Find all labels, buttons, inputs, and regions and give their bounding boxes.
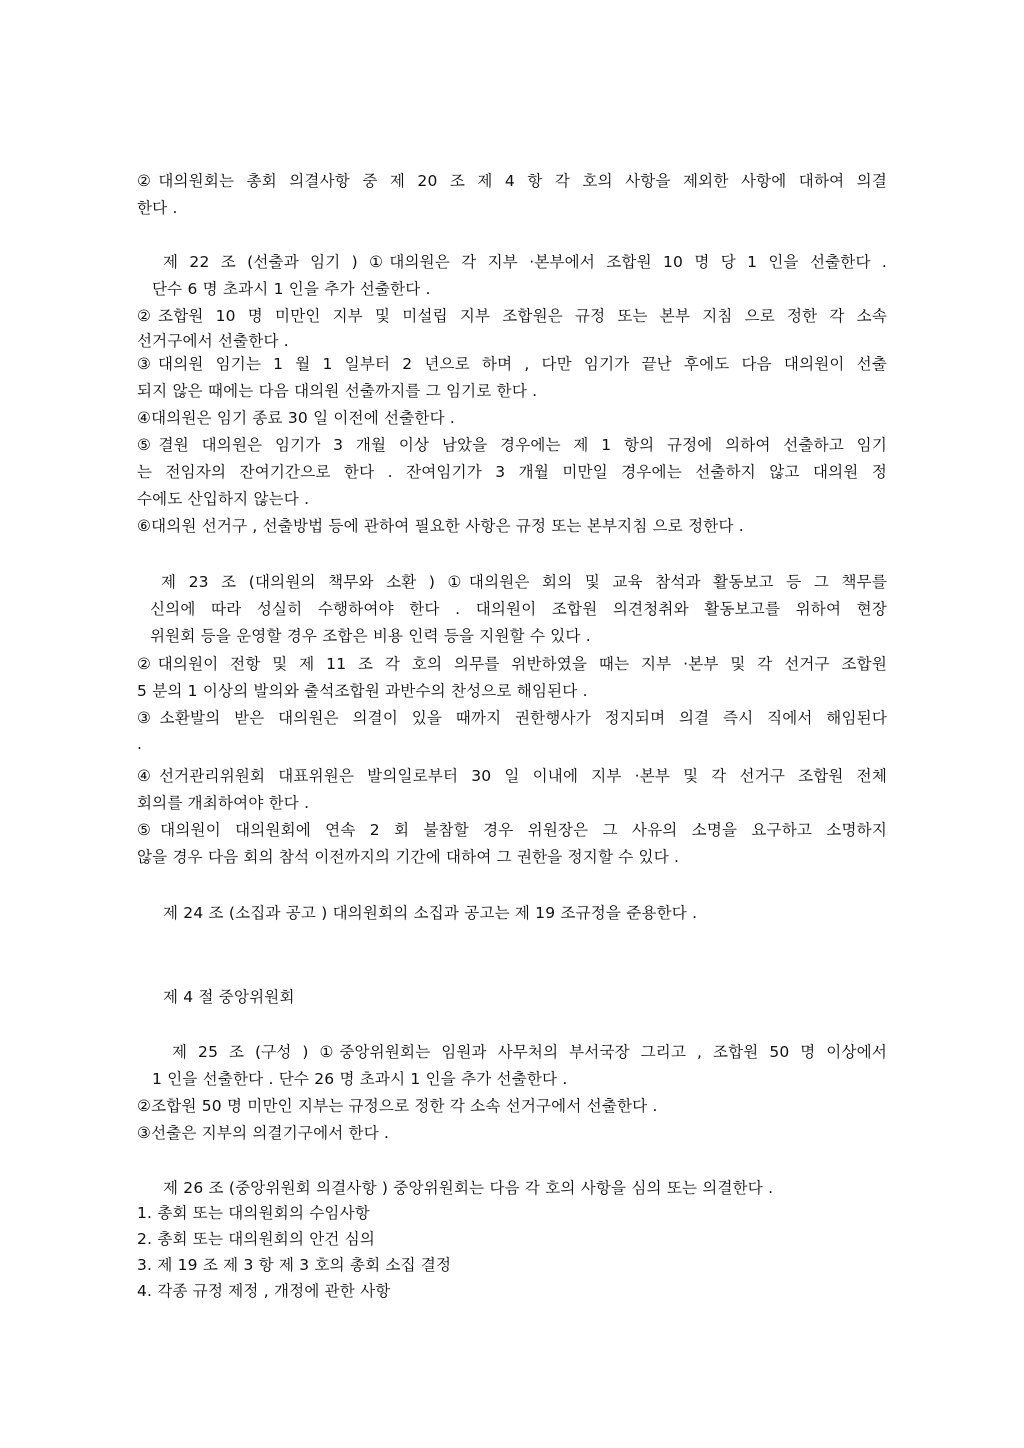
section-heading: 제 4 절 중앙위원회 bbox=[163, 988, 295, 1006]
list-item: 2. 총회 또는 대의원회의 안건 심의 bbox=[137, 1230, 376, 1248]
paragraph-line: 1 인을 선출한다 . 단수 26 명 초과시 1 인을 추가 선출한다 . bbox=[152, 1070, 568, 1088]
article-heading-line: 제 25 조 (구성 ) ①중앙위원회는 임원과 사무처의 부서국장 그리고 , 조합원 50 명 이상에서 bbox=[172, 1043, 887, 1061]
paragraph-line: 선거구에서 선출한다 . bbox=[137, 332, 289, 350]
list-item: 4. 각종 규정 제정 , 개정에 관한 사항 bbox=[137, 1282, 391, 1300]
paragraph-line: 단수 6 명 초과시 1 인을 추가 선출한다 . bbox=[152, 280, 431, 298]
article-heading-line: 제 23 조 (대의원의 책무와 소환 ) ①대의원은 회의 및 교육 참석과 활동보고 등 그 책무를 bbox=[161, 573, 887, 591]
paragraph-line: 는 전임자의 잔여기간으로 한다 . 잔여임기가 3 개월 미만일 경우에는 선출하지 않고 대의원 정 bbox=[137, 463, 887, 481]
paragraph-line: ③소환발의 받은 대의원은 의결이 있을 때까지 권한행사가 정지되며 의결 즉시 직에서 해임된다 bbox=[137, 709, 887, 727]
paragraph-line: ②대의원이 전항 및 제 11 조 각 호의 의무를 위반하였을 때는 지부 ·본부 및 각 선거구 조합원 bbox=[137, 655, 887, 673]
paragraph-line: ③대의원 임기는 1 월 1 일부터 2 년으로 하며 , 다만 임기가 끝난 후에도 다음 대의원이 선출 bbox=[137, 355, 887, 373]
article-heading-line: 제 24 조 (소집과 공고 ) 대의원회의 소집과 공고는 제 19 조규정을 준용한다 . bbox=[163, 904, 698, 922]
paragraph-line: ⑥대의원 선거구 , 선출방법 등에 관하여 필요한 사항은 규정 또는 본부지침 으로 정한다 . bbox=[137, 517, 744, 535]
paragraph-line: ⑤대의원이 대의원회에 연속 2 회 불참할 경우 위원장은 그 사유의 소명을 요구하고 소명하지 bbox=[137, 821, 887, 839]
article-heading-line: 제 22 조 (선출과 임기 ) ①대의원은 각 지부 ·본부에서 조합원 10 명 당 1 인을 선출한다 . bbox=[163, 253, 887, 271]
paragraph-line: ②조합원 10 명 미만인 지부 및 미설립 지부 조합원은 규정 또는 본부 지침 으로 정한 각 소속 bbox=[137, 307, 887, 325]
paragraph-line: 5 분의 1 이상의 발의와 출석조합원 과반수의 찬성으로 해임된다 . bbox=[137, 682, 588, 700]
article-heading-line: 제 26 조 (중앙위원회 의결사항 ) 중앙위원회는 다음 각 호의 사항을 심의 또는 의결한다 . bbox=[163, 1179, 774, 1197]
paragraph-line: 수에도 산입하지 않는다 . bbox=[137, 490, 310, 508]
list-item: 3. 제 19 조 제 3 항 제 3 호의 총회 소집 결정 bbox=[137, 1256, 452, 1274]
paragraph-line: ②조합원 50 명 미만인 지부는 규정으로 정한 각 소속 선거구에서 선출한다 . bbox=[137, 1097, 658, 1115]
paragraph-line: ③선출은 지부의 의결기구에서 한다 . bbox=[137, 1124, 390, 1142]
paragraph-line: 않을 경우 다음 회의 참석 이전까지의 기간에 대하여 그 권한을 정지할 수 있다 . bbox=[137, 848, 680, 866]
paragraph-line: ②대의원회는 총회 의결사항 중 제 20 조 제 4 항 각 호의 사항을 제외한 사항에 대하여 의결 bbox=[137, 172, 887, 190]
paragraph-line: 위원회 등을 운영할 경우 조합은 비용 인력 등을 지원할 수 있다 . bbox=[150, 627, 591, 645]
paragraph-line: 회의를 개최하여야 한다 . bbox=[137, 794, 310, 812]
paragraph-line: ④선거관리위원회 대표위원은 발의일로부터 30 일 이내에 지부 ·본부 및 각 선거구 조합원 전체 bbox=[137, 767, 887, 785]
paragraph-line: . bbox=[137, 735, 143, 753]
paragraph-line: 한다 . bbox=[137, 199, 178, 217]
paragraph-line: 신의에 따라 성실히 수행하여야 한다 . 대의원이 조합원 의견청취와 활동보고를 위하여 현장 bbox=[150, 600, 887, 618]
paragraph-line: 되지 않은 때에는 다음 대의원 선출까지를 그 임기로 한다 . bbox=[137, 382, 538, 400]
paragraph-line: ⑤결원 대의원은 임기가 3 개월 이상 남았을 경우에는 제 1 항의 규정에 의하여 선출하고 임기 bbox=[137, 436, 887, 454]
paragraph-line: ④대의원은 임기 종료 30 일 이전에 선출한다 . bbox=[137, 409, 456, 427]
list-item: 1. 총회 또는 대의원회의 수임사항 bbox=[137, 1204, 370, 1222]
